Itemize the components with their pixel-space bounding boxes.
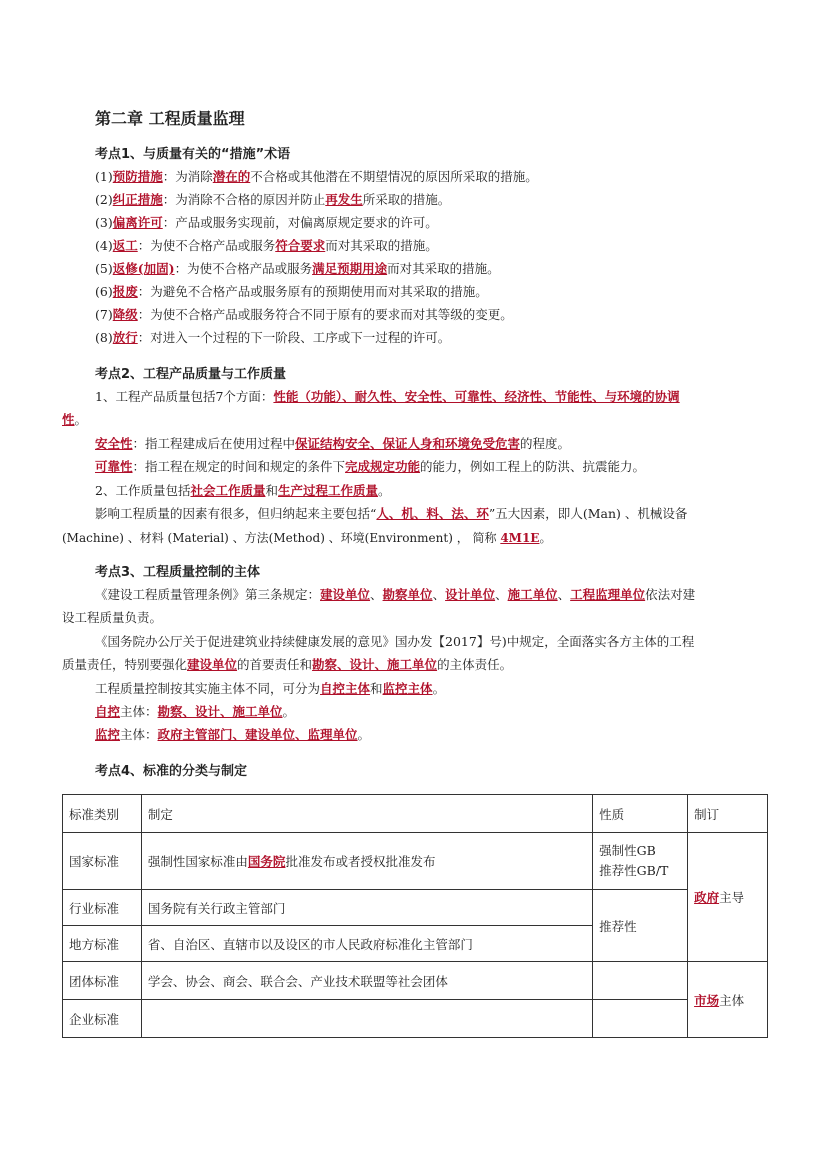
list-item: (6)报废：为避免不合格产品或服务原有的预期使用而对其采取的措施。 (95, 284, 488, 299)
definition-safety: 安全性：指工程建成后在使用过程中保证结构安全、保证人身和环境免受危害的程度。 (95, 436, 571, 451)
table-row (63, 962, 768, 1000)
term: 纠正措施 (112, 192, 163, 207)
paragraph-continued: 质量责任，特别要强化建设单位的首要责任和勘察、设计、施工单位的主体责任。 (62, 657, 513, 672)
term: 报废 (112, 284, 138, 299)
keyword: 性 (62, 412, 75, 427)
category-cell: 地方标准 (63, 926, 142, 962)
keyword: 满足预期用途 (312, 261, 388, 276)
keyword: 符合要求 (275, 238, 326, 253)
category-cell: 企业标准 (63, 1000, 142, 1038)
paragraph: 工程质量控制按其实施主体不同，可分为自控主体和监控主体。 (95, 681, 446, 696)
term: 偏离许可 (112, 215, 163, 230)
keyword: 4M1E (500, 531, 540, 545)
paragraph-continued: 设工程质量负责。 (62, 610, 163, 625)
definition-reliability: 可靠性：指工程在规定的时间和规定的条件下完成规定功能的能力，例如工程上的防洪、抗震能力。 (95, 459, 646, 474)
market-led-cell: 市场主体 (688, 962, 768, 1038)
paragraph: 《建设工程质量管理条例》第三条规定：建设单位、勘察单位、设计单位、施工单位、工程监理单位依法对建 (95, 587, 696, 602)
term: 放行 (112, 330, 138, 345)
term: 可靠性 (95, 459, 133, 474)
nature-cell: 强制性GB 推荐性GB/T (593, 833, 688, 890)
list-item: (8)放行：对进入一个过程的下一阶段、工序或下一过程的许可。 (95, 330, 451, 345)
list-item: (3)偏离许可：产品或服务实现前，对偏离原规定要求的许可。 (95, 215, 438, 230)
nature-cell (593, 962, 688, 1000)
paragraph-continued: (Machine) 、材料 (Material) 、方法(Method) 、环境(Environment) ， 简称 4M1E。 (62, 531, 552, 545)
term: 返工 (112, 238, 138, 253)
category-cell: 团体标准 (63, 962, 142, 1000)
keyword: 再发生 (325, 192, 363, 207)
table-row (63, 890, 768, 926)
section-3-heading: 考点3、工程质量控制的主体 (95, 565, 261, 580)
gov-led-cell: 政府主导 (688, 833, 768, 962)
chapter-title: 第二章 工程质量监理 (95, 109, 245, 128)
standards-table (62, 794, 768, 1038)
definition-supervision: 监控主体：政府主管部门、建设单位、监理单位。 (95, 727, 371, 742)
header-cell: 标准类别 (63, 795, 142, 833)
section-2-heading: 考点2、工程产品质量与工作质量 (95, 367, 287, 382)
nature-cell (593, 1000, 688, 1038)
list-item: (4)返工：为使不合格产品或服务符合要求而对其采取的措施。 (95, 238, 438, 253)
keyword: 完成规定功能 (345, 459, 421, 474)
make-cell: 学会、协会、商会、联合会、产业技术联盟等社会团体 (141, 962, 592, 1000)
section-1-heading: 考点1、与质量有关的“措施”术语 (95, 147, 291, 162)
term: 降级 (112, 307, 138, 322)
paragraph: 《国务院办公厅关于促进建筑业持续健康发展的意见》国办发【2017】号)中规定，全面落实各方主体的工程 (95, 634, 695, 649)
term: 安全性 (95, 436, 133, 451)
keyword: 人、机、料、法、环 (376, 506, 489, 521)
make-cell: 省、自治区、直辖市以及设区的市人民政府标准化主管部门 (141, 926, 592, 962)
paragraph: 影响工程质量的因素有很多，但归纳起来主要包括“人、机、料、法、环”五大因素，即人(Man) 、机械设备 (95, 506, 688, 521)
keyword: 社会工作质量 (190, 483, 266, 498)
make-cell (141, 1000, 592, 1038)
header-cell: 制定 (141, 795, 592, 833)
table-row (63, 1000, 768, 1038)
list-item: (5)返修(加固)：为使不合格产品或服务满足预期用途而对其采取的措施。 (95, 261, 500, 276)
definition-self-control: 自控主体：勘察、设计、施工单位。 (95, 704, 296, 719)
list-item: (7)降级：为使不合格产品或服务符合不同于原有的要求而对其等级的变更。 (95, 307, 513, 322)
keyword: 保证结构安全、保证人身和环境免受危害 (295, 436, 521, 451)
keyword: 生产过程工作质量 (278, 483, 379, 498)
keyword: 潜在的 (212, 169, 251, 184)
paragraph: 2、工作质量包括社会工作质量和生产过程工作质量。 (95, 483, 391, 498)
list-item: (2)纠正措施：为消除不合格的原因并防止再发生所采取的措施。 (95, 192, 451, 207)
paragraph-continued: 性。 (62, 412, 88, 427)
header-cell: 性质 (593, 795, 688, 833)
make-cell: 国务院有关行政主管部门 (141, 890, 592, 926)
term: 返修(加固) (112, 261, 175, 276)
table-header-row (63, 795, 768, 833)
paragraph: 1、工程产品质量包括7个方面：性能（功能）、耐久性、安全性、可靠性、经济性、节能性、与环境的协调 (95, 389, 680, 404)
section-4-heading: 考点4、标准的分类与制定 (95, 764, 248, 779)
term: 预防措施 (112, 169, 163, 184)
category-cell: 行业标准 (63, 890, 142, 926)
keyword: 性能（功能）、耐久性、安全性、可靠性、经济性、节能性、与环境的协调 (273, 389, 680, 404)
category-cell: 国家标准 (63, 833, 142, 890)
nature-cell: 推荐性 (593, 890, 688, 962)
table-row (63, 833, 768, 890)
make-cell: 强制性国家标准由国务院批准发布或者授权批准发布 (141, 833, 592, 890)
header-cell: 制订 (688, 795, 768, 833)
list-item: (1)预防措施：为消除潜在的不合格或其他潜在不期望情况的原因所采取的措施。 (95, 169, 538, 184)
